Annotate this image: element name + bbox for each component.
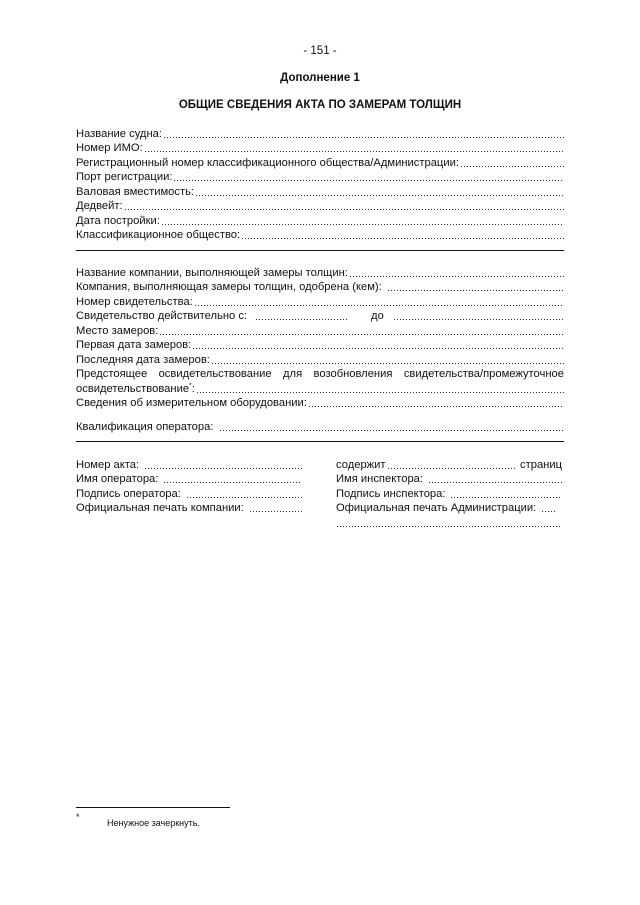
document-title: ОБЩИЕ СВЕДЕНИЯ АКТА ПО ЗАМЕРАМ ТОЛЩИН: [178, 99, 462, 111]
field-first-date: [76, 338, 564, 353]
field-label: до: [371, 310, 384, 322]
field-port: [76, 170, 564, 185]
fill-line[interactable]: [144, 150, 564, 153]
fill-line[interactable]: [161, 223, 564, 226]
field-cert-number: [76, 294, 564, 309]
fill-line[interactable]: [196, 391, 564, 394]
field-operator-name: [76, 472, 302, 487]
addendum-heading: Дополнение 1: [280, 72, 360, 84]
field-ship-name: [76, 126, 564, 141]
field-label: Последняя дата замеров:: [76, 353, 210, 366]
ship-info-section: [76, 126, 564, 242]
field-operator-signature: [76, 486, 302, 501]
field-approved-by: [76, 280, 564, 295]
field-label: Компания, выполняющая замеры толщин, одобрена (кем):: [76, 281, 382, 293]
field-label: Дата постройки:: [76, 214, 160, 227]
fill-line[interactable]: [124, 208, 564, 211]
field-label: Классификационное общество:: [76, 229, 241, 241]
field-label: Дедвейт:: [76, 200, 123, 212]
fill-line[interactable]: [428, 481, 562, 484]
field-label: Подпись оператора:: [76, 487, 181, 500]
field-label: Первая дата замеров:: [76, 339, 192, 351]
footnote-separator: [76, 807, 230, 808]
signatures-right-column: [336, 457, 562, 530]
page-number: - 151 -: [303, 45, 337, 57]
company-info-section: [76, 265, 564, 434]
field-label: Имя оператора:: [76, 473, 159, 485]
field-label: содержит: [336, 458, 386, 471]
fill-line-to[interactable]: [393, 318, 564, 321]
fill-line[interactable]: [450, 496, 562, 499]
field-label: Место замеров:: [76, 324, 159, 337]
field-label: Имя инспектора:: [336, 473, 423, 485]
field-build-date: [76, 213, 564, 228]
field-survey-label-line1: Предстоящее освидетельствование для возобновления свидетельства/промежуточное: [76, 367, 564, 380]
field-inspector-signature: [336, 486, 562, 501]
fill-line[interactable]: [387, 467, 517, 470]
field-label: Подпись инспектора:: [336, 487, 446, 500]
field-label: Свидетельство действительно с:: [76, 310, 248, 322]
field-company-seal: [76, 501, 302, 516]
field-label: Регистрационный номер классификационного общества/Администрации:: [76, 156, 459, 169]
fill-line[interactable]: [460, 165, 564, 168]
fill-line[interactable]: [308, 405, 564, 408]
fill-line[interactable]: [387, 289, 564, 292]
field-cert-validity: [76, 309, 564, 324]
field-gross-tonnage: [76, 184, 564, 199]
footnote-reference: *: [189, 381, 192, 389]
fill-line[interactable]: [336, 525, 562, 528]
signatures-left-column: [76, 457, 302, 515]
field-last-date: [76, 352, 564, 367]
field-admin-seal: [336, 501, 562, 516]
fill-line[interactable]: [219, 429, 564, 432]
section-divider: [76, 441, 564, 442]
fill-line[interactable]: [163, 136, 564, 139]
field-label: Сведения об измерительном оборудовании:: [76, 397, 307, 409]
fill-line[interactable]: [194, 304, 564, 307]
fill-line[interactable]: [192, 347, 564, 350]
fill-line[interactable]: [144, 467, 302, 470]
fill-line[interactable]: [173, 179, 564, 182]
fill-line[interactable]: [186, 496, 302, 499]
fill-line[interactable]: [195, 194, 564, 197]
footnote-mark: *: [76, 812, 80, 822]
field-inspector-name: [336, 472, 562, 487]
field-report-number: [76, 457, 302, 472]
field-label: Валовая вместимость:: [76, 185, 195, 198]
field-label: Название компании, выполняющей замеры толщин:: [76, 266, 348, 279]
field-equipment: [76, 396, 564, 411]
field-label: освидетельствование*:: [76, 381, 195, 395]
field-label: Порт регистрации:: [76, 171, 173, 183]
field-label: Название судна:: [76, 127, 162, 140]
field-label: Номер акта:: [76, 458, 140, 471]
field-deadweight: [76, 199, 564, 214]
fill-line[interactable]: [249, 510, 302, 513]
fill-line[interactable]: [159, 333, 564, 336]
field-class-society: [76, 228, 564, 243]
field-reg-number: [76, 155, 564, 170]
field-label: Официальная печать компании:: [76, 502, 244, 514]
footnote-text: Ненужное зачеркнуть.: [107, 818, 200, 828]
field-place: [76, 323, 564, 338]
field-label: Номер ИМО:: [76, 142, 143, 154]
fill-line[interactable]: [541, 510, 555, 513]
field-operator-qualification: [76, 419, 564, 434]
fill-line[interactable]: [163, 481, 302, 484]
field-contains-pages: [336, 457, 562, 472]
field-survey: [76, 381, 564, 396]
field-imo: [76, 141, 564, 156]
field-label: Квалификация оператора:: [76, 420, 214, 433]
fill-line[interactable]: [349, 275, 564, 278]
field-label: страниц: [520, 458, 562, 471]
fill-line-from[interactable]: [255, 318, 349, 321]
fill-line[interactable]: [211, 362, 564, 365]
field-admin-seal-continuation: [336, 515, 562, 530]
section-divider: [76, 250, 564, 251]
field-label: Номер свидетельства:: [76, 295, 193, 308]
field-company-name: [76, 265, 564, 280]
field-label: Официальная печать Администрации:: [336, 502, 537, 514]
fill-line[interactable]: [241, 237, 564, 240]
